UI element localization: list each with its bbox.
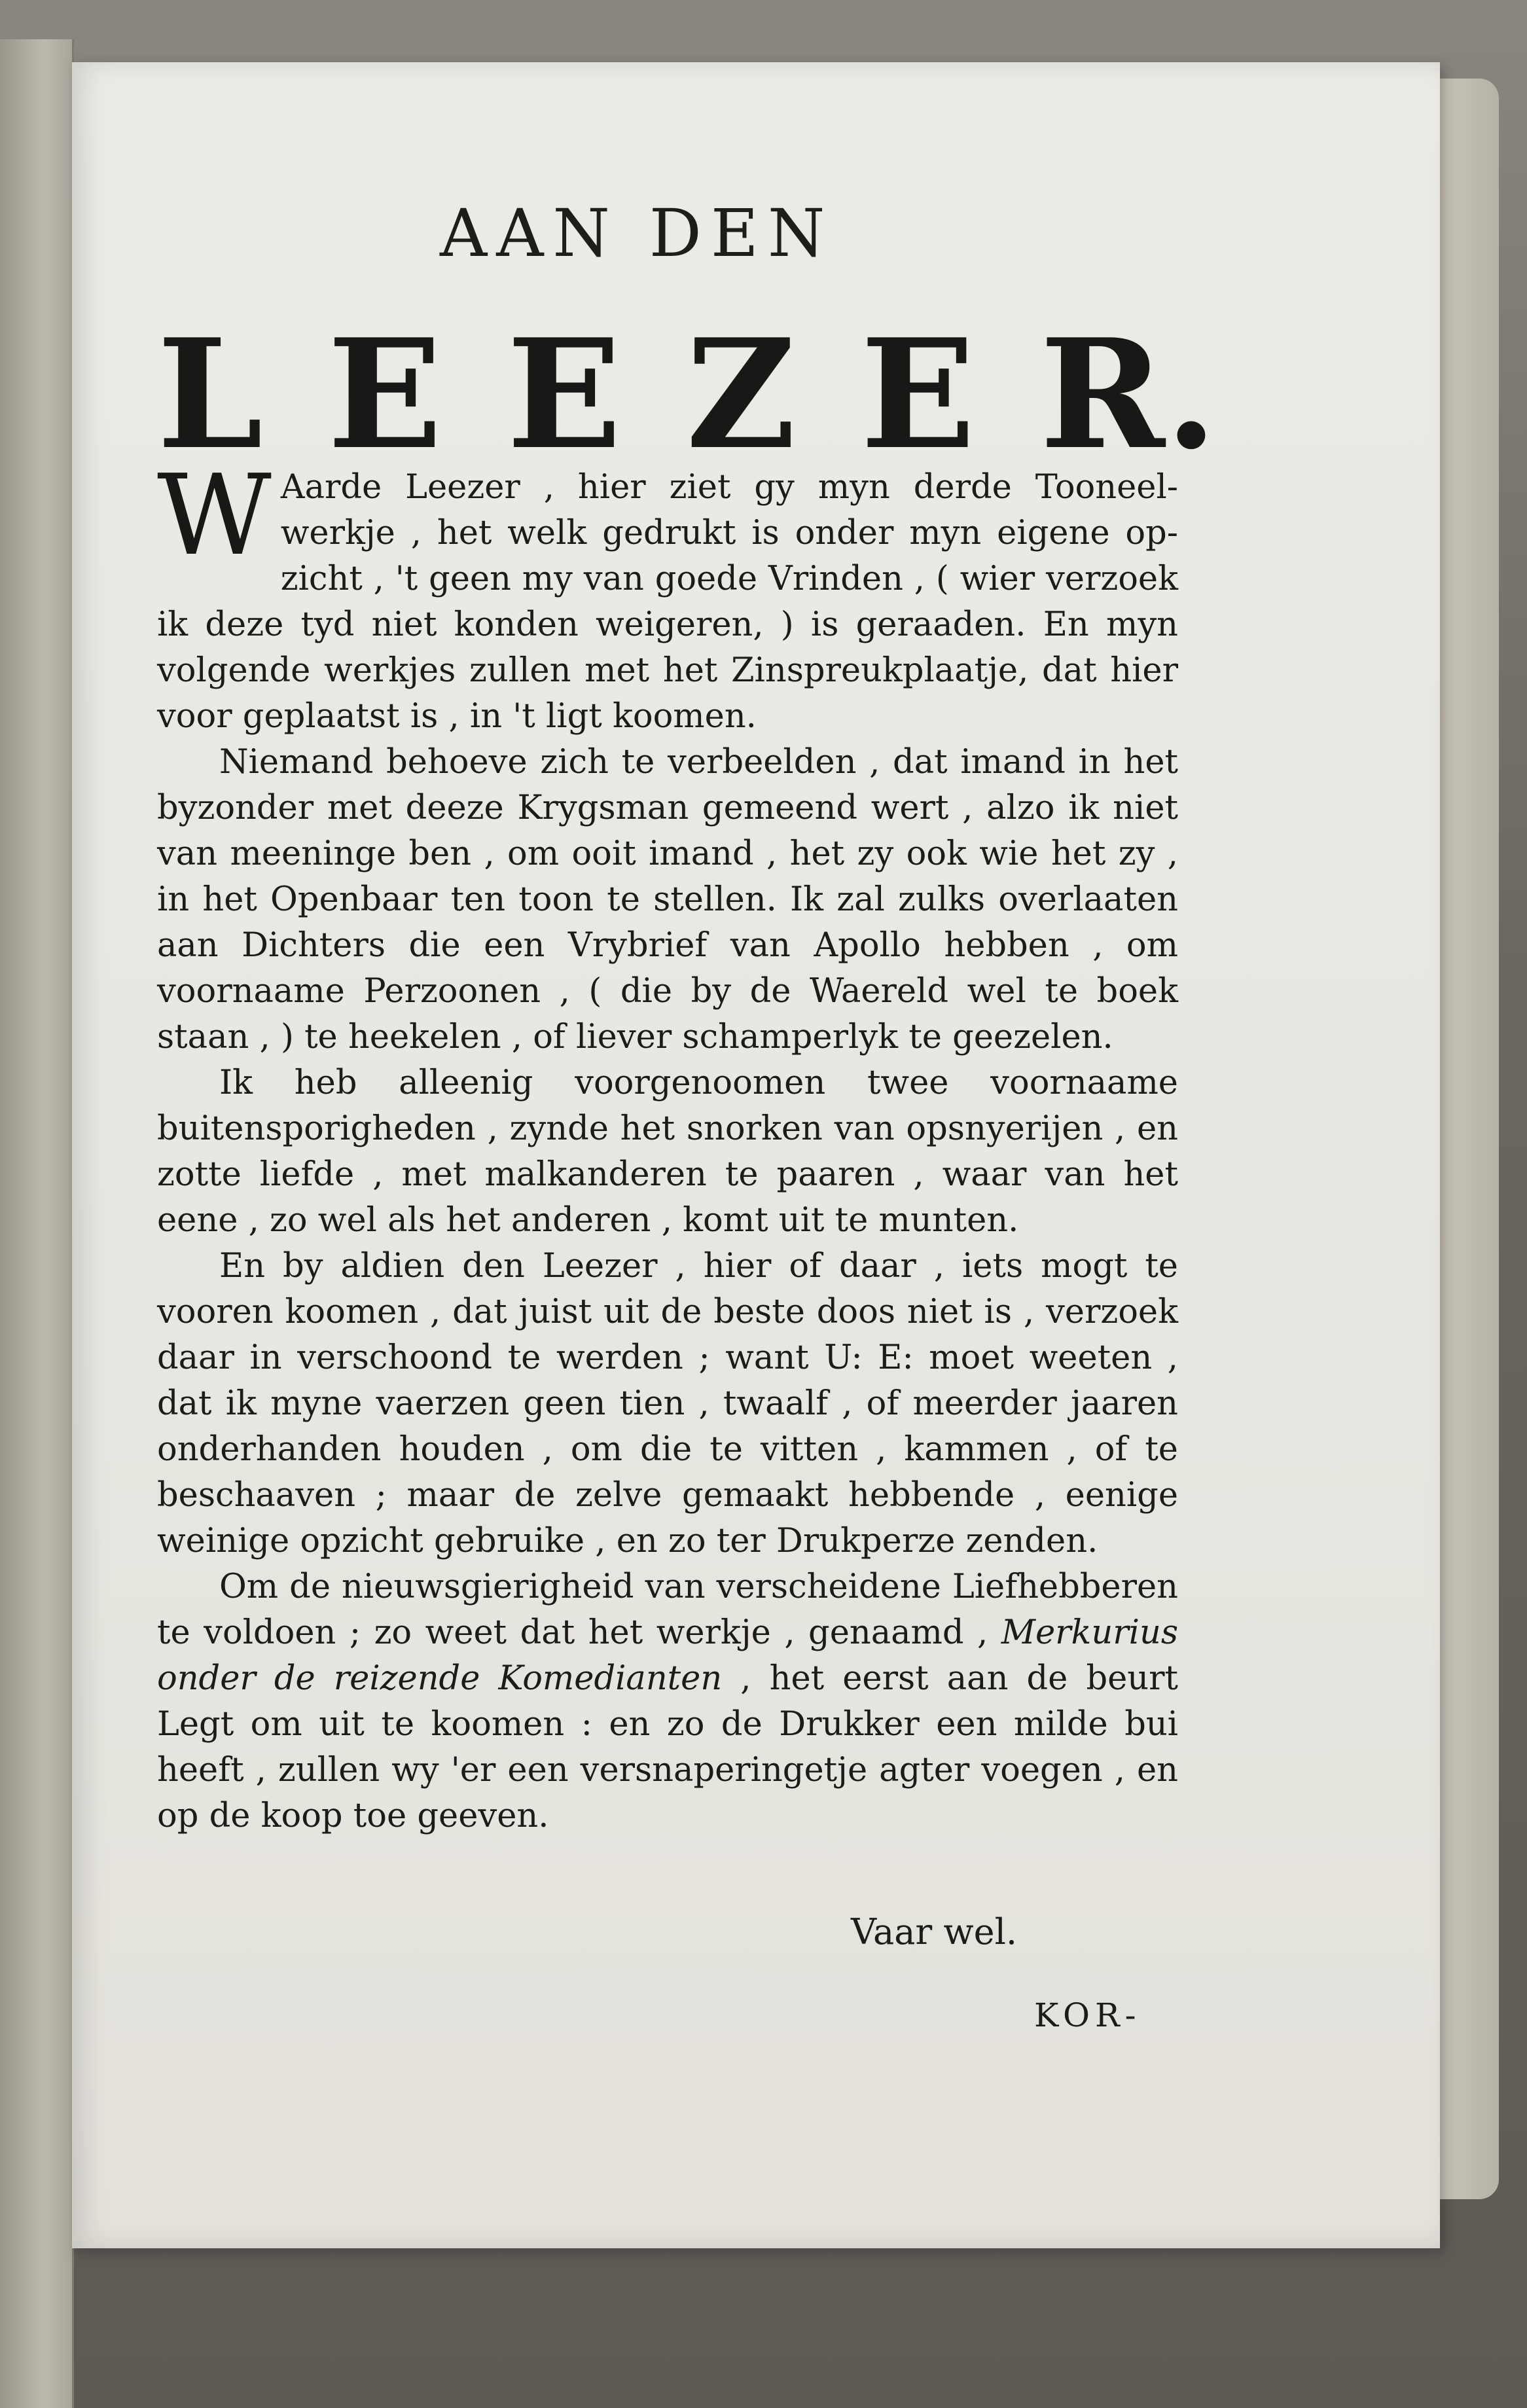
paragraph-2: Niemand behoeve zich te verbeelden , dat imand in het byzonder met deeze Krygsman gemeend wert , alzo ik niet van meeninge ben , om ooit imand , het zy ook wie het zy , in het Openbaar ten toon te stellen. Ik zal zulks overlaaten aan Dichters die een Vrybrief van Apollo hebben , om voornaame Perzoonen , ( die by de Waereld wel te boek staan , ) te heekelen , of liever schamperlyk te geezelen.: [157, 743, 1178, 1056]
heading-letter: Z: [686, 306, 797, 483]
heading-letter: E: [327, 306, 442, 483]
heading-letter: L: [157, 306, 263, 483]
catchword: KOR-: [1034, 1996, 1141, 2034]
heading-letter: E: [507, 306, 622, 483]
heading-title: [157, 306, 1217, 483]
paragraph-5: [157, 1564, 1178, 1839]
closing-text: Vaar wel.: [851, 1911, 1018, 1952]
heading-line1: AAN DEN: [440, 195, 835, 272]
paragraph-4: En by aldien den Leezer , hier of daar , iets mogt te vooren koomen , dat juist uit de beste doos niet is , verzoek daar in verschoond te werden ; want U: E: moet weeten , dat ik myne vaerzen geen tien , twaalf , of meerder jaaren onderhanden houden , om die te vitten , kammen , of te beschaaven ; maar de zelve gemaakt hebbende , eenige weinige opzicht gebruike , en zo ter Drukperze zenden.: [157, 1247, 1178, 1560]
paragraph-text: , het eerst aan de beurt Legt om uit te koomen : en zo de Drukker een milde bui heeft , zullen wy 'er een versnaperingetje agter voegen , en op de koop toe geeven.: [157, 1659, 1178, 1835]
paragraph-3: Ik heb alleenig voorgenoomen twee voornaame buitensporigheden , zynde het snorken van opsnyerijen , en zotte liefde , met malkanderen te paaren , waar van het eene , zo wel als het anderen , komt uit te munten.: [157, 1064, 1178, 1240]
heading-letter: R.: [1039, 306, 1217, 483]
paragraph-text: Aarde Leezer , hier ziet gy myn derde Tooneel-werkje , het welk gedrukt is onder myn eigene op-zicht , 't geen my van goede Vrinden , ( wier verzoek ik deze tyd niet konden weigeren, ) is geraaden. En myn volgende werkjes zullen met het Zinspreukplaatje, dat hier voor geplaatst is , in 't ligt koomen.: [157, 468, 1178, 736]
drop-cap: W: [157, 451, 272, 581]
paragraph-text: Om de nieuwsgierigheid van verscheidene Liefhebberen te voldoen ; zo weet dat het werkje , genaamd ,: [157, 1568, 1178, 1652]
body-text: [157, 451, 1178, 1839]
heading-letter: E: [860, 306, 976, 483]
paragraph-1: [157, 451, 1178, 740]
left-page-edge: [0, 39, 74, 2408]
italic-title: Merkurius onder de reizende Komedianten: [157, 1613, 1178, 1698]
